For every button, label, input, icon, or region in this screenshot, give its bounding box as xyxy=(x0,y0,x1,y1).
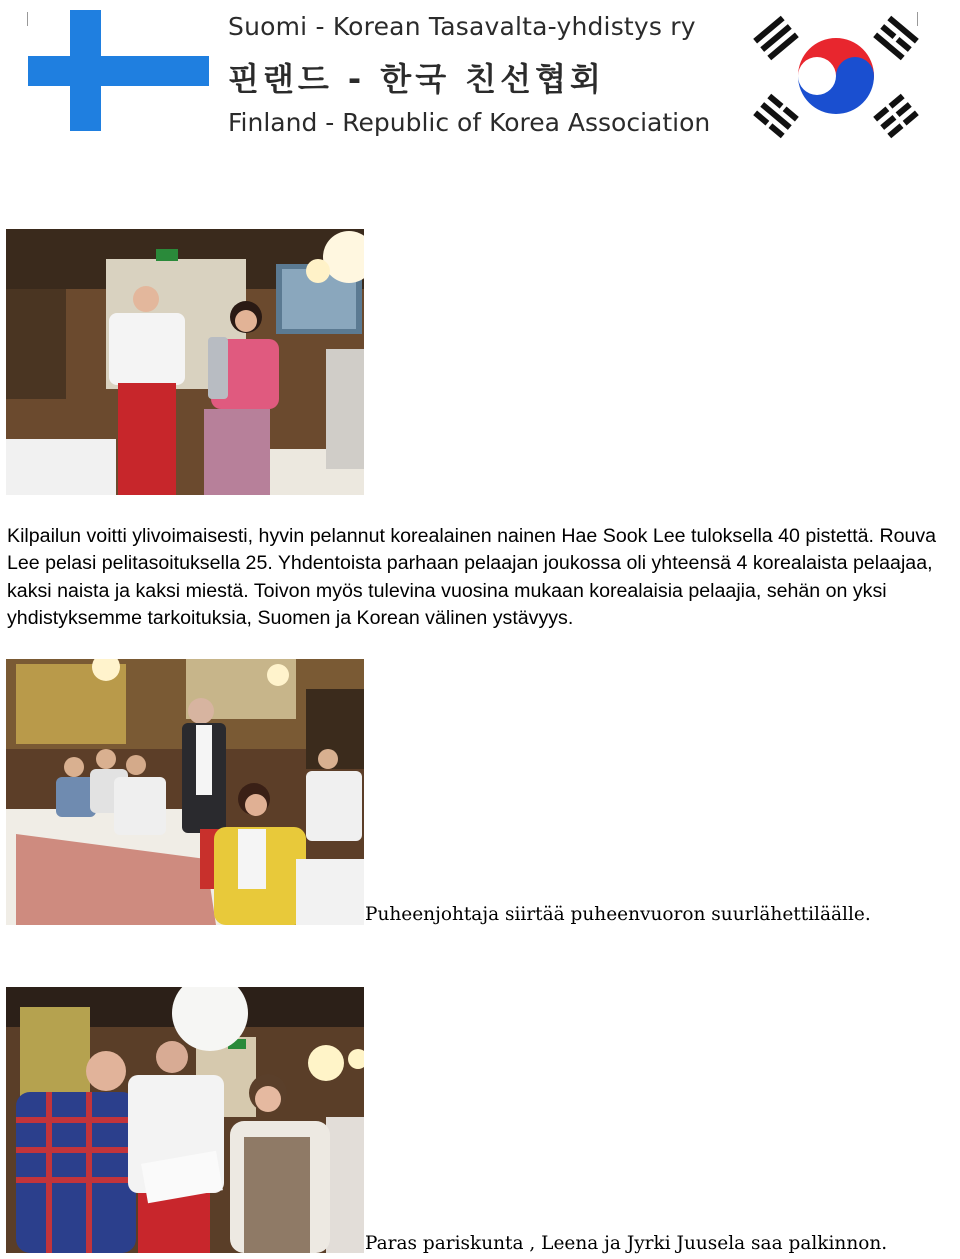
association-banner xyxy=(0,0,960,150)
finland-flag-vertical-bar xyxy=(70,10,101,131)
article-paragraph: Kilpailun voitti ylivoimaisesti, hyvin pelannut korealainen nainen Hae Sook Lee tuloksella 40 pistettä. Rouva Lee pelasi pelitasoituksella 25. Yhdentoista parhaan pelaajan joukossa oli yhteensä 4 korealaista pelaajaa, kaksi naista ja kaksi miestä. Toivon myös tulevina vuosina mukaan korealaisia pelaajia, sehän on yksi yhdistyksemme tarkoituksia, Suomen ja Korean välinen ystävyys. xyxy=(7,525,937,630)
caption-chairman-speech: Puheenjohtaja siirtää puheenvuoron suurlähettiläälle. xyxy=(365,904,871,925)
finland-flag-horizontal-bar xyxy=(28,56,209,86)
banner-title-korean: 핀랜드 - 한국 친선협회 xyxy=(228,60,605,98)
caption-best-couple: Paras pariskunta , Leena ja Jyrki Juusela saa palkinnon. xyxy=(365,1233,888,1254)
banner-title-finnish: Suomi - Korean Tasavalta-yhdistys ry xyxy=(228,12,696,41)
banner-title-english: Finland - Republic of Korea Association xyxy=(228,108,711,137)
south-korea-flag xyxy=(746,8,922,144)
photo-best-couple-award xyxy=(6,987,364,1253)
finland-flag xyxy=(28,10,209,131)
photo-award-presentation xyxy=(6,229,364,495)
photo-dinner-speech xyxy=(6,659,364,925)
